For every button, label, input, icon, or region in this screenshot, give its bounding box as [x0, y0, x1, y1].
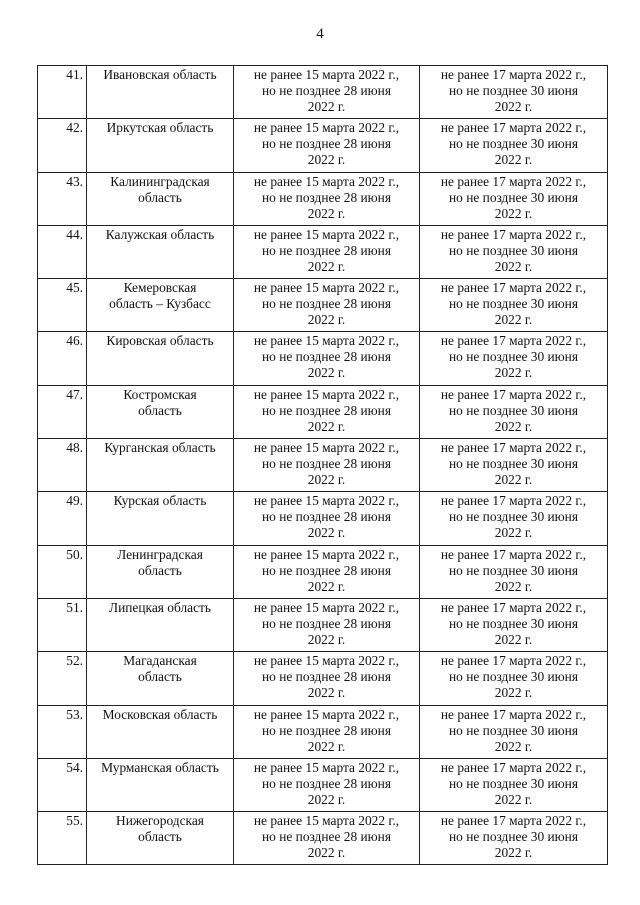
- period-end-line: но не позднее 30 июня: [448, 349, 579, 365]
- region-name-cell: [87, 758, 234, 811]
- region-name-line: область: [138, 829, 182, 845]
- period-end-line: 2022 г.: [494, 152, 533, 168]
- period-start-line: не ранее 15 марта 2022 г.,: [253, 173, 400, 189]
- period-start-line: не ранее 15 марта 2022 г.,: [253, 706, 400, 722]
- region-name-line: Магаданская: [123, 653, 197, 669]
- period-start-cell: [234, 652, 420, 705]
- row-number: 43.: [38, 172, 87, 225]
- period-end-cell: [420, 705, 608, 758]
- region-name-cell: [87, 598, 234, 651]
- period-start-cell: [234, 439, 420, 492]
- period-end-line: 2022 г.: [494, 258, 533, 274]
- page-number: 4: [316, 26, 324, 42]
- region-name-cell: [87, 439, 234, 492]
- period-start-line: 2022 г.: [307, 312, 346, 328]
- region-name-cell: [87, 172, 234, 225]
- period-end-line: не ранее 17 марта 2022 г.,: [440, 759, 587, 775]
- region-name-line: Костромская: [123, 386, 197, 402]
- region-name-line: Ивановская область: [103, 67, 217, 82]
- period-start-line: 2022 г.: [307, 365, 346, 381]
- period-start-line: не ранее 15 марта 2022 г.,: [253, 333, 400, 349]
- row-number: 48.: [38, 439, 87, 492]
- period-start-line: но не позднее 28 июня: [261, 296, 392, 312]
- region-name-cell: [87, 492, 234, 545]
- period-end-cell: [420, 545, 608, 598]
- period-start-line: не ранее 15 марта 2022 г.,: [253, 226, 400, 242]
- regions-table: [37, 65, 608, 865]
- period-end-line: 2022 г.: [494, 205, 533, 221]
- period-end-cell: [420, 439, 608, 492]
- period-end-line: не ранее 17 марта 2022 г.,: [440, 493, 587, 509]
- period-start-line: не ранее 15 марта 2022 г.,: [253, 120, 400, 136]
- period-end-line: не ранее 17 марта 2022 г.,: [440, 546, 587, 562]
- table-row: [38, 598, 608, 651]
- period-end-line: но не позднее 30 июня: [448, 829, 579, 845]
- row-number: 52.: [38, 652, 87, 705]
- period-end-line: но не позднее 30 июня: [448, 189, 579, 205]
- period-end-line: 2022 г.: [494, 791, 533, 807]
- period-start-line: но не позднее 28 июня: [261, 829, 392, 845]
- table-row: [38, 439, 608, 492]
- period-start-cell: [234, 119, 420, 172]
- period-start-cell: [234, 66, 420, 119]
- period-end-line: 2022 г.: [494, 845, 533, 861]
- region-name-line: Иркутская область: [106, 120, 214, 136]
- table-row: [38, 705, 608, 758]
- region-name-line: Калужская область: [105, 226, 215, 242]
- period-end-line: но не позднее 30 июня: [448, 136, 579, 152]
- period-end-line: 2022 г.: [494, 631, 533, 647]
- period-end-line: но не позднее 30 июня: [448, 669, 579, 685]
- period-start-line: 2022 г.: [307, 99, 346, 114]
- period-end-line: не ранее 17 марта 2022 г.,: [440, 120, 587, 136]
- region-name-line: область: [138, 669, 182, 685]
- table-row: [38, 66, 608, 119]
- period-end-line: не ранее 17 марта 2022 г.,: [440, 173, 587, 189]
- period-end-line: не ранее 17 марта 2022 г.,: [440, 706, 587, 722]
- period-start-line: 2022 г.: [307, 205, 346, 221]
- region-name-line: Кировская область: [106, 333, 214, 349]
- period-start-cell: [234, 492, 420, 545]
- period-end-line: 2022 г.: [494, 578, 533, 594]
- period-start-line: 2022 г.: [307, 258, 346, 274]
- period-start-line: но не позднее 28 июня: [261, 83, 392, 98]
- table-row: [38, 172, 608, 225]
- period-start-cell: [234, 545, 420, 598]
- row-number: 41.: [38, 66, 87, 119]
- period-end-cell: [420, 119, 608, 172]
- period-start-line: 2022 г.: [307, 525, 346, 541]
- period-start-line: 2022 г.: [307, 152, 346, 168]
- period-start-cell: [234, 225, 420, 278]
- period-start-line: 2022 г.: [307, 418, 346, 434]
- table-row: [38, 812, 608, 865]
- period-end-line: но не позднее 30 июня: [448, 562, 579, 578]
- table-row: [38, 652, 608, 705]
- period-start-line: не ранее 15 марта 2022 г.,: [253, 813, 400, 829]
- row-number: 44.: [38, 225, 87, 278]
- period-start-line: не ранее 15 марта 2022 г.,: [253, 280, 400, 296]
- period-start-line: не ранее 15 марта 2022 г.,: [253, 759, 400, 775]
- region-name-cell: [87, 332, 234, 385]
- period-end-line: не ранее 17 марта 2022 г.,: [440, 813, 587, 829]
- period-end-cell: [420, 812, 608, 865]
- period-start-line: не ранее 15 марта 2022 г.,: [253, 67, 400, 82]
- period-start-line: 2022 г.: [307, 578, 346, 594]
- period-start-line: но не позднее 28 июня: [261, 562, 392, 578]
- period-start-cell: [234, 598, 420, 651]
- row-number: 54.: [38, 758, 87, 811]
- period-end-cell: [420, 652, 608, 705]
- period-end-line: но не позднее 30 июня: [448, 83, 579, 98]
- region-name-cell: [87, 225, 234, 278]
- period-end-line: не ранее 17 марта 2022 г.,: [440, 599, 587, 615]
- row-number: 47.: [38, 385, 87, 438]
- period-end-line: но не позднее 30 июня: [448, 456, 579, 472]
- region-name-cell: [87, 812, 234, 865]
- region-name-line: Кемеровская: [123, 280, 197, 296]
- period-end-line: но не позднее 30 июня: [448, 722, 579, 738]
- period-start-cell: [234, 332, 420, 385]
- period-start-line: 2022 г.: [307, 631, 346, 647]
- period-start-line: но не позднее 28 июня: [261, 242, 392, 258]
- period-start-line: но не позднее 28 июня: [261, 615, 392, 631]
- region-name-line: Нижегородская: [116, 813, 204, 829]
- period-end-line: но не позднее 30 июня: [448, 509, 579, 525]
- period-end-cell: [420, 758, 608, 811]
- region-name-line: область: [138, 402, 182, 418]
- row-number: 53.: [38, 705, 87, 758]
- period-start-line: 2022 г.: [307, 472, 346, 488]
- period-end-line: 2022 г.: [494, 685, 533, 701]
- period-start-cell: [234, 812, 420, 865]
- region-name-cell: [87, 119, 234, 172]
- period-end-line: не ранее 17 марта 2022 г.,: [440, 333, 587, 349]
- period-start-line: но не позднее 28 июня: [261, 136, 392, 152]
- period-end-cell: [420, 279, 608, 332]
- period-start-line: не ранее 15 марта 2022 г.,: [253, 440, 400, 456]
- period-start-line: не ранее 15 марта 2022 г.,: [253, 493, 400, 509]
- region-name-cell: [87, 652, 234, 705]
- period-end-line: не ранее 17 марта 2022 г.,: [440, 653, 587, 669]
- period-end-line: но не позднее 30 июня: [448, 615, 579, 631]
- region-name-line: Калининградская: [110, 173, 210, 189]
- period-start-line: но не позднее 28 июня: [261, 722, 392, 738]
- region-name-line: область – Кузбасс: [109, 296, 211, 312]
- period-end-cell: [420, 385, 608, 438]
- period-end-line: 2022 г.: [494, 312, 533, 328]
- table-row: [38, 385, 608, 438]
- region-name-line: область: [138, 562, 182, 578]
- period-end-line: не ранее 17 марта 2022 г.,: [440, 280, 587, 296]
- period-start-cell: [234, 385, 420, 438]
- row-number: 49.: [38, 492, 87, 545]
- period-start-cell: [234, 758, 420, 811]
- period-end-line: не ранее 17 марта 2022 г.,: [440, 226, 587, 242]
- period-start-line: но не позднее 28 июня: [261, 189, 392, 205]
- period-end-line: не ранее 17 марта 2022 г.,: [440, 440, 587, 456]
- region-name-cell: [87, 705, 234, 758]
- period-start-line: но не позднее 28 июня: [261, 349, 392, 365]
- row-number: 46.: [38, 332, 87, 385]
- period-start-line: не ранее 15 марта 2022 г.,: [253, 546, 400, 562]
- table-row: [38, 332, 608, 385]
- table-row: [38, 492, 608, 545]
- period-end-line: 2022 г.: [494, 99, 533, 114]
- region-name-line: Московская область: [102, 706, 218, 722]
- region-name-line: Курская область: [113, 493, 207, 509]
- row-number: 51.: [38, 598, 87, 651]
- period-end-line: 2022 г.: [494, 418, 533, 434]
- period-start-line: не ранее 15 марта 2022 г.,: [253, 653, 400, 669]
- region-name-line: область: [138, 189, 182, 205]
- row-number: 55.: [38, 812, 87, 865]
- period-end-cell: [420, 332, 608, 385]
- period-end-cell: [420, 172, 608, 225]
- period-end-line: 2022 г.: [494, 525, 533, 541]
- region-name-line: Курганская область: [104, 440, 216, 456]
- period-end-cell: [420, 492, 608, 545]
- period-start-line: 2022 г.: [307, 685, 346, 701]
- period-start-line: но не позднее 28 июня: [261, 402, 392, 418]
- row-number: 50.: [38, 545, 87, 598]
- period-start-cell: [234, 172, 420, 225]
- region-name-line: Липецкая область: [109, 599, 211, 615]
- period-end-cell: [420, 225, 608, 278]
- table-row: [38, 279, 608, 332]
- period-start-line: но не позднее 28 июня: [261, 509, 392, 525]
- period-start-line: 2022 г.: [307, 791, 346, 807]
- period-start-line: не ранее 15 марта 2022 г.,: [253, 386, 400, 402]
- period-end-line: не ранее 17 марта 2022 г.,: [440, 386, 587, 402]
- row-number: 42.: [38, 119, 87, 172]
- period-end-cell: [420, 66, 608, 119]
- region-name-cell: [87, 279, 234, 332]
- period-end-line: но не позднее 30 июня: [448, 775, 579, 791]
- regions-table-body: [38, 66, 608, 865]
- period-end-line: но не позднее 30 июня: [448, 296, 579, 312]
- period-end-line: но не позднее 30 июня: [448, 402, 579, 418]
- period-start-line: но не позднее 28 июня: [261, 775, 392, 791]
- region-name-line: Ленинградская: [117, 546, 203, 562]
- table-row: [38, 758, 608, 811]
- table-row: [38, 119, 608, 172]
- table-row: [38, 545, 608, 598]
- period-end-line: но не позднее 30 июня: [448, 242, 579, 258]
- period-end-line: не ранее 17 марта 2022 г.,: [440, 67, 587, 82]
- period-end-line: 2022 г.: [494, 472, 533, 488]
- period-end-line: 2022 г.: [494, 738, 533, 754]
- region-name-cell: [87, 545, 234, 598]
- row-number: 45.: [38, 279, 87, 332]
- period-start-line: 2022 г.: [307, 738, 346, 754]
- period-start-line: но не позднее 28 июня: [261, 456, 392, 472]
- region-name-line: Мурманская область: [101, 759, 219, 775]
- table-row: [38, 225, 608, 278]
- period-start-cell: [234, 705, 420, 758]
- period-end-cell: [420, 598, 608, 651]
- region-name-cell: [87, 385, 234, 438]
- region-name-cell: [87, 66, 234, 119]
- period-end-line: 2022 г.: [494, 365, 533, 381]
- period-start-line: 2022 г.: [307, 845, 346, 861]
- period-start-line: но не позднее 28 июня: [261, 669, 392, 685]
- period-start-cell: [234, 279, 420, 332]
- period-start-line: не ранее 15 марта 2022 г.,: [253, 599, 400, 615]
